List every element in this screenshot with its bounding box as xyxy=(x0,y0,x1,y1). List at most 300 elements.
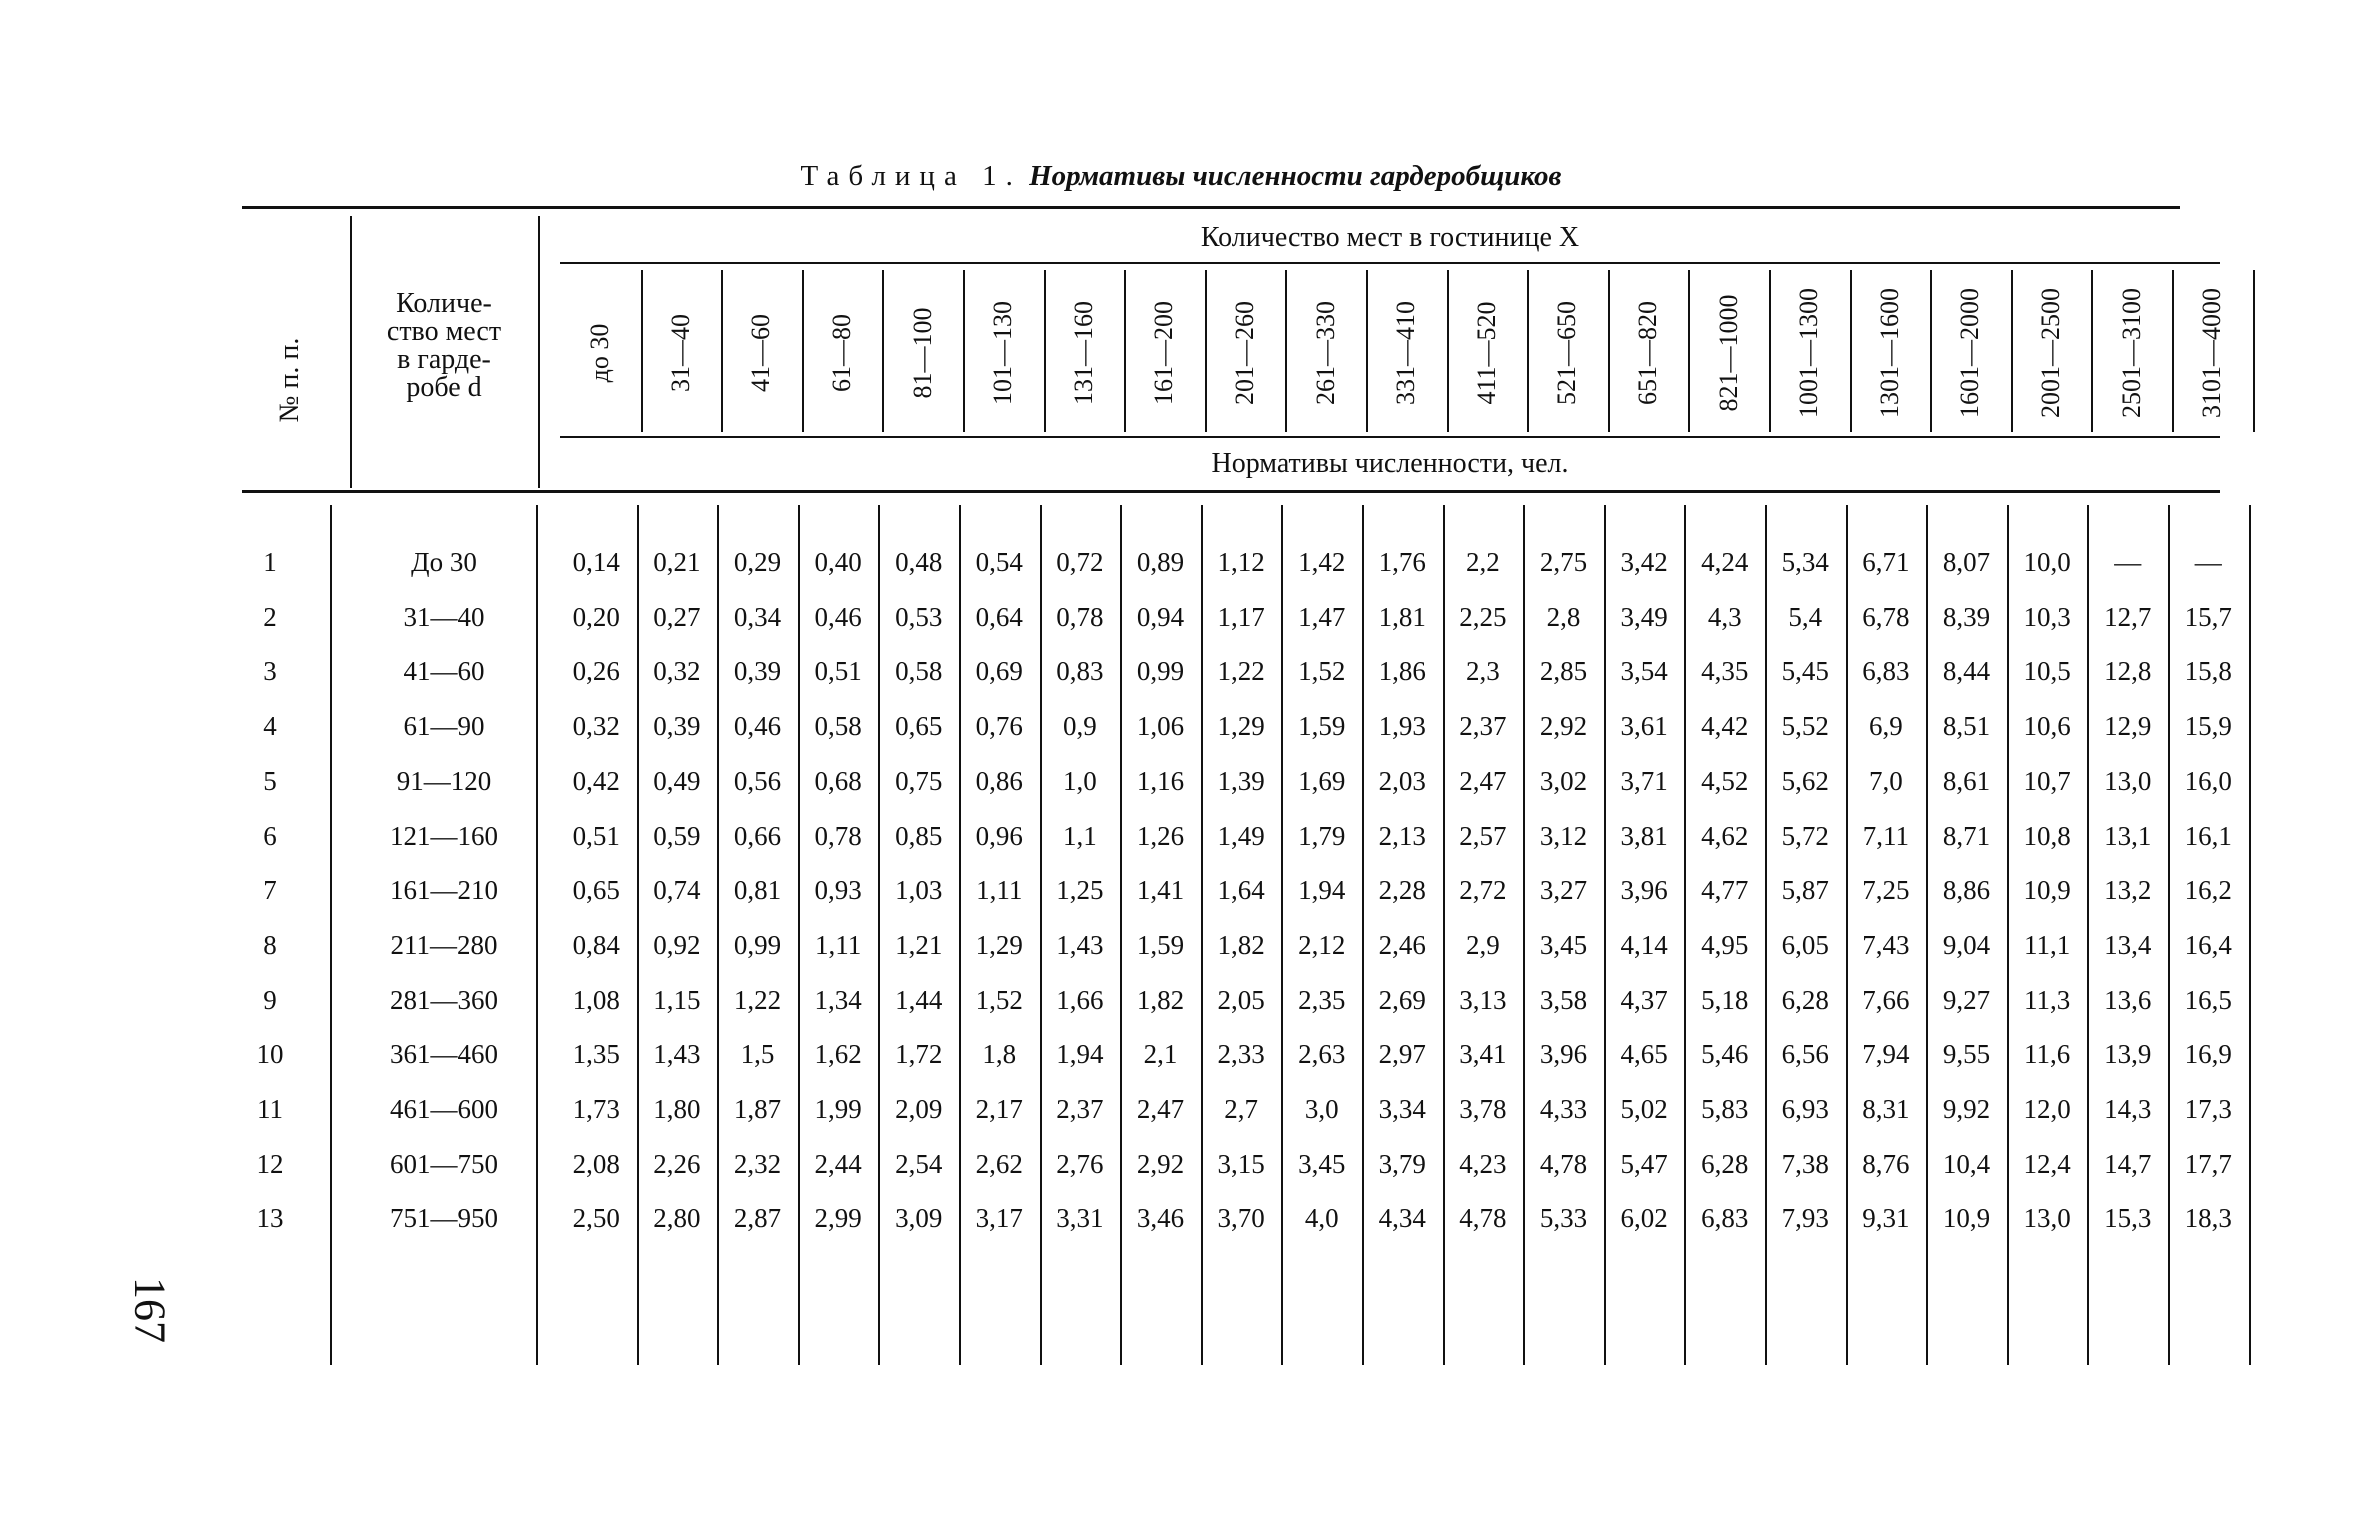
table-cell: 1,59 xyxy=(1136,929,1185,960)
row-wardrobe-capacity: 211—280 xyxy=(390,929,498,960)
table-cell: 4,78 xyxy=(1539,1148,1588,1179)
table-cell: 10,9 xyxy=(1942,1203,1991,1234)
table-cell: 15,8 xyxy=(2184,656,2232,687)
table-cell: 10,7 xyxy=(2023,765,2071,796)
column-header-label: 2001—2500 xyxy=(2036,288,2066,418)
table-cell: 5,83 xyxy=(1701,1094,1749,1124)
table-cell: 6,56 xyxy=(1781,1039,1829,1070)
table-cell: 4,65 xyxy=(1620,1039,1668,1070)
table-cell: 0,85 xyxy=(895,820,943,851)
table-cell: 1,12 xyxy=(1217,547,1265,577)
row-wardrobe-capacity: 361—460 xyxy=(390,1039,498,1070)
table-cell: 6,28 xyxy=(1701,1148,1749,1179)
table-cell: 7,0 xyxy=(1869,765,1903,796)
table-cell: 16,9 xyxy=(2184,1039,2232,1070)
table-cell: 5,47 xyxy=(1620,1148,1668,1179)
table-cell: 3,0 xyxy=(1304,1094,1339,1124)
table-cell: 5,72 xyxy=(1781,820,1829,851)
table-cell: 8,76 xyxy=(1862,1148,1910,1179)
table-cell: 9,55 xyxy=(1942,1039,1991,1070)
table-cell: 0,46 xyxy=(814,601,862,632)
table-cell: 5,62 xyxy=(1781,765,1829,796)
table-cell: 4,95 xyxy=(1701,929,1749,960)
table-cell: 1,11 xyxy=(814,929,862,960)
table-cell: 2,35 xyxy=(1298,984,1346,1015)
table-cell: 5,02 xyxy=(1620,1094,1668,1124)
table-cell: 0,39 xyxy=(733,656,782,687)
column-header xyxy=(1044,268,1125,438)
table-cell: 1,29 xyxy=(975,929,1023,960)
table-cell: 1,15 xyxy=(653,984,701,1015)
table-cell: 0,75 xyxy=(895,765,943,796)
table-cell: 4,78 xyxy=(1459,1203,1507,1234)
table-cell: 13,2 xyxy=(2104,875,2152,906)
row-wardrobe-capacity: 121—160 xyxy=(390,820,498,851)
table-cell: 3,12 xyxy=(1539,820,1588,851)
table-cell: 4,3 xyxy=(1707,601,1742,632)
column-header-label: 331—410 xyxy=(1391,301,1421,405)
table-cell: 4,33 xyxy=(1539,1094,1588,1124)
column-header-label: 821—1000 xyxy=(1713,294,1743,412)
table-cell: 2,72 xyxy=(1459,875,1507,906)
table-cell: 0,78 xyxy=(814,820,862,851)
table-cell: 0,34 xyxy=(733,601,782,632)
table-cell: 1,86 xyxy=(1378,656,1426,687)
table-cell: 9,92 xyxy=(1942,1094,1991,1124)
table-cell: 0,21 xyxy=(653,547,701,577)
table-cell: 0,51 xyxy=(814,656,862,687)
column-header xyxy=(1366,268,1447,438)
table-cell: 2,63 xyxy=(1298,1039,1346,1070)
row-number: 10 xyxy=(256,1039,284,1070)
table-cell: 0,40 xyxy=(814,547,862,577)
table-cell: 3,61 xyxy=(1620,711,1668,742)
row-number: 11 xyxy=(257,1094,283,1124)
column-header xyxy=(802,268,883,438)
table-cell: 4,34 xyxy=(1378,1203,1426,1234)
table-cell: 10,0 xyxy=(2023,547,2071,577)
table-cell: 2,85 xyxy=(1539,656,1588,687)
column-header-label: 411—520 xyxy=(1471,301,1501,405)
table-cell: 3,96 xyxy=(1539,1039,1588,1070)
column-header-label: 81—100 xyxy=(907,307,937,399)
table-title-text: Нормативы численности гардеробщиков xyxy=(1029,160,1562,192)
column-header-label: 201—260 xyxy=(1230,301,1260,405)
table-cell: 6,9 xyxy=(1869,711,1903,742)
table-cell: 16,4 xyxy=(2184,929,2232,960)
table-cell: 6,28 xyxy=(1781,984,1829,1015)
table-cell: 2,8 xyxy=(1546,601,1581,632)
table-cell: 1,73 xyxy=(572,1094,620,1124)
table-cell: 1,22 xyxy=(733,984,782,1015)
table-cell: 6,02 xyxy=(1620,1203,1668,1234)
table-cell: 0,96 xyxy=(975,820,1023,851)
table-cell: 4,14 xyxy=(1620,929,1668,960)
table-cell: 1,08 xyxy=(572,984,620,1015)
table-cell: 1,17 xyxy=(1217,601,1265,632)
table-cell: 3,78 xyxy=(1459,1094,1507,1124)
column-header xyxy=(1930,268,2011,438)
header-npp-text: № п. п. xyxy=(274,337,305,423)
table-cell: 1,16 xyxy=(1136,765,1185,796)
column-header xyxy=(1527,268,1608,438)
table-cell: 11,3 xyxy=(2023,984,2071,1015)
table-cell: 1,69 xyxy=(1298,765,1346,796)
table-cell: 8,61 xyxy=(1942,765,1991,796)
row-number: 1 xyxy=(263,547,277,577)
table-cell: 3,79 xyxy=(1378,1148,1426,1179)
table-cell: 1,21 xyxy=(895,929,943,960)
table-cell: 2,62 xyxy=(975,1148,1023,1179)
table-cell: 13,9 xyxy=(2104,1039,2152,1070)
table-cell: 7,38 xyxy=(1781,1148,1829,1179)
row-wardrobe-capacity: 91—120 xyxy=(396,765,492,796)
table-cell: 1,47 xyxy=(1298,601,1346,632)
column-header-label: 31—40 xyxy=(665,314,695,392)
row-number: 4 xyxy=(263,711,277,742)
table-cell: 0,68 xyxy=(814,765,862,796)
table-cell: 2,69 xyxy=(1378,984,1426,1015)
table-cell: 2,92 xyxy=(1136,1148,1185,1179)
table-cell: 5,52 xyxy=(1781,711,1829,742)
table-cell: 2,87 xyxy=(733,1203,782,1234)
table-cell: 4,24 xyxy=(1701,547,1749,577)
table-title xyxy=(0,160,2362,193)
table-cell: 0,84 xyxy=(572,929,620,960)
table-cell: 1,8 xyxy=(982,1039,1017,1070)
column-separator xyxy=(2253,270,2255,432)
table-cell: 1,1 xyxy=(1063,820,1097,851)
table-cell: 1,79 xyxy=(1298,820,1346,851)
row-number: 13 xyxy=(256,1203,284,1234)
table-cell: 2,1 xyxy=(1143,1039,1178,1070)
table-cell: 8,39 xyxy=(1942,601,1991,632)
table-cell: 1,11 xyxy=(976,875,1023,906)
table-cell: 1,59 xyxy=(1298,711,1346,742)
column-header-label: 2501—3100 xyxy=(2116,288,2146,418)
table-cell: 0,59 xyxy=(653,820,701,851)
column-header xyxy=(963,268,1044,438)
table-cell: 12,8 xyxy=(2104,656,2152,687)
column-header-label: 61—80 xyxy=(827,314,857,392)
table-cell: 1,44 xyxy=(895,984,943,1015)
header-d xyxy=(354,290,534,402)
table-cell: 15,7 xyxy=(2184,601,2232,632)
table-cell: 1,76 xyxy=(1378,547,1426,577)
table-cell: 0,53 xyxy=(895,601,943,632)
table-cell: 0,48 xyxy=(895,547,943,577)
table-cell: 12,0 xyxy=(2023,1094,2071,1124)
table-cell: 0,94 xyxy=(1136,601,1185,632)
table-cell: 0,81 xyxy=(733,875,782,906)
table-cell: 6,83 xyxy=(1701,1203,1749,1234)
table-cell: 7,25 xyxy=(1862,875,1910,906)
row-wardrobe-capacity: 281—360 xyxy=(390,984,498,1015)
table-cell: 4,52 xyxy=(1701,765,1749,796)
column-header-label: до 30 xyxy=(585,323,615,383)
table-cell: 2,54 xyxy=(895,1148,943,1179)
header-d-line: робе d xyxy=(406,372,482,403)
table-cell: 2,09 xyxy=(895,1094,943,1124)
table-cell: 3,31 xyxy=(1056,1203,1104,1234)
header-x: Количество мест в гостинице X xyxy=(1200,222,1580,253)
table-cell: 5,4 xyxy=(1788,601,1823,632)
table-cell: 0,72 xyxy=(1056,547,1104,577)
table-cell: 9,31 xyxy=(1862,1203,1910,1234)
table-cell: 2,3 xyxy=(1466,656,1500,687)
table-cell: 8,44 xyxy=(1942,656,1991,687)
table-cell: 16,5 xyxy=(2184,984,2232,1015)
table-cell: 1,64 xyxy=(1217,875,1265,906)
table-cell: 2,08 xyxy=(572,1148,620,1179)
table-cell: 2,37 xyxy=(1459,711,1507,742)
table-cell: 0,86 xyxy=(975,765,1023,796)
table-cell: 13,0 xyxy=(2104,765,2152,796)
table-cell: 2,44 xyxy=(814,1148,862,1179)
table-cell: 2,12 xyxy=(1298,929,1346,960)
table-cell: 0,69 xyxy=(975,656,1023,687)
table-cell: 3,09 xyxy=(895,1203,943,1234)
table-cell: 17,3 xyxy=(2184,1094,2232,1124)
header-d-line: Количе- xyxy=(396,288,492,319)
table-cell: 9,04 xyxy=(1942,929,1991,960)
table-cell: 2,75 xyxy=(1539,547,1588,577)
table-cell: 0,66 xyxy=(733,820,782,851)
table-cell: 3,02 xyxy=(1539,765,1588,796)
table-cell: 2,97 xyxy=(1378,1039,1426,1070)
row-number: 12 xyxy=(256,1148,284,1179)
table-cell: 1,42 xyxy=(1298,547,1346,577)
table-cell: 10,3 xyxy=(2023,601,2071,632)
table-cell: 2,76 xyxy=(1056,1148,1104,1179)
table-cell: 0,27 xyxy=(653,601,701,632)
table-cell: 7,11 xyxy=(1862,820,1910,851)
table-cell: 3,54 xyxy=(1620,656,1668,687)
table-cell: 3,17 xyxy=(975,1203,1023,1234)
table-cell: 12,7 xyxy=(2104,601,2152,632)
vline-d xyxy=(538,216,540,488)
row-number: 7 xyxy=(263,875,277,906)
header-d-line: в гарде- xyxy=(397,344,491,375)
table-cell: 1,26 xyxy=(1136,820,1185,851)
table-cell: 0,92 xyxy=(653,929,701,960)
table-cell: 0,93 xyxy=(814,875,862,906)
table-cell: 1,72 xyxy=(895,1039,943,1070)
table-cell: 0,58 xyxy=(814,711,862,742)
table-cell: 0,49 xyxy=(653,765,701,796)
table-cell: 0,65 xyxy=(895,711,943,742)
column-header xyxy=(2091,268,2172,438)
rule-header-bottom xyxy=(242,490,2220,493)
table-cell: 2,7 xyxy=(1224,1094,1258,1124)
table-cell: 0,64 xyxy=(975,601,1023,632)
header-norm: Нормативы численности, чел. xyxy=(1211,448,1569,479)
table-cell: 7,94 xyxy=(1862,1039,1910,1070)
table-cell: 3,15 xyxy=(1217,1148,1265,1179)
table-cell: 18,3 xyxy=(2184,1203,2232,1234)
table-cell: 3,45 xyxy=(1539,929,1588,960)
table-cell: 10,5 xyxy=(2023,656,2071,687)
table-cell: 4,37 xyxy=(1620,984,1668,1015)
row-number: 8 xyxy=(263,929,277,960)
table-cell: 0,83 xyxy=(1056,656,1104,687)
table-cell: 3,13 xyxy=(1459,984,1507,1015)
table-cell: 0,89 xyxy=(1136,547,1185,577)
table-cell: 12,9 xyxy=(2104,711,2152,742)
table-cell: 3,58 xyxy=(1539,984,1588,1015)
table-cell: 4,42 xyxy=(1701,711,1749,742)
vline-npp xyxy=(350,216,352,488)
table-cell: 6,78 xyxy=(1862,601,1910,632)
table-cell: 3,96 xyxy=(1620,875,1668,906)
table-cell: 1,25 xyxy=(1056,875,1104,906)
column-header-label: 521—650 xyxy=(1552,301,1582,405)
table-cell: 1,82 xyxy=(1217,929,1265,960)
table-cell: 1,52 xyxy=(975,984,1023,1015)
table-cell: 5,18 xyxy=(1701,984,1749,1015)
table-cell: 0,78 xyxy=(1056,601,1104,632)
table-cell: 6,71 xyxy=(1862,547,1910,577)
table-cell: 2,37 xyxy=(1056,1094,1104,1124)
table-cell: 3,34 xyxy=(1378,1094,1426,1124)
column-header xyxy=(721,268,802,438)
table-cell: 2,03 xyxy=(1378,765,1426,796)
table-cell: — xyxy=(2114,547,2142,577)
table-cell: 2,80 xyxy=(653,1203,701,1234)
table-cell: 2,05 xyxy=(1217,984,1265,1015)
table-cell: 1,0 xyxy=(1063,765,1097,796)
body-column-line xyxy=(2249,505,2251,1365)
table-cell: 10,4 xyxy=(1942,1148,1991,1179)
row-wardrobe-capacity: 461—600 xyxy=(390,1094,498,1124)
table-cell: 1,03 xyxy=(895,875,943,906)
table-cell: 4,0 xyxy=(1304,1203,1339,1234)
table-cell: 1,99 xyxy=(814,1094,862,1124)
table-cell: 3,71 xyxy=(1620,765,1668,796)
table-cell: 13,0 xyxy=(2023,1203,2071,1234)
table-cell: 2,57 xyxy=(1459,820,1507,851)
table-cell: 2,47 xyxy=(1459,765,1507,796)
rule-under-x xyxy=(560,262,2220,264)
table-cell: 7,66 xyxy=(1862,984,1910,1015)
table-cell: 15,3 xyxy=(2104,1203,2152,1234)
table-cell: 0,99 xyxy=(1136,656,1185,687)
table-cell: 3,49 xyxy=(1620,601,1668,632)
table-cell: 1,5 xyxy=(740,1039,775,1070)
table-cell: 0,58 xyxy=(895,656,943,687)
table-cell: 2,26 xyxy=(653,1148,701,1179)
column-header xyxy=(882,268,963,438)
table-cell: 2,47 xyxy=(1136,1094,1185,1124)
column-header-label: 1301—1600 xyxy=(1874,288,1904,418)
table-cell: 13,1 xyxy=(2104,820,2152,851)
table-cell: 2,92 xyxy=(1539,711,1588,742)
table-cell: 2,46 xyxy=(1378,929,1426,960)
table-cell: 2,25 xyxy=(1459,601,1507,632)
rule-top xyxy=(242,206,2180,209)
row-number: 5 xyxy=(263,765,277,796)
table-cell: 8,51 xyxy=(1942,711,1991,742)
column-header xyxy=(1608,268,1689,438)
table-cell: 8,07 xyxy=(1942,547,1991,577)
table-cell: 0,9 xyxy=(1063,711,1097,742)
table-title-lead: Таблица 1. xyxy=(800,160,1022,192)
column-header xyxy=(1205,268,1286,438)
table-cell: 0,42 xyxy=(572,765,620,796)
table-cell: 0,32 xyxy=(572,711,620,742)
table-cell: 1,94 xyxy=(1298,875,1346,906)
table-cell: 14,3 xyxy=(2104,1094,2152,1124)
table-cell: 2,9 xyxy=(1466,929,1500,960)
table-cell: 13,6 xyxy=(2104,984,2152,1015)
row-number: 3 xyxy=(263,656,277,687)
column-header-label: 131—160 xyxy=(1068,301,1098,405)
table-cell: 0,29 xyxy=(733,547,782,577)
table-cell: 1,34 xyxy=(814,984,862,1015)
column-header xyxy=(1769,268,1850,438)
table-cell: 8,31 xyxy=(1862,1094,1910,1124)
table-cell: 16,1 xyxy=(2184,820,2232,851)
row-number: 9 xyxy=(263,984,277,1015)
table-cell: 1,43 xyxy=(1056,929,1104,960)
column-header-label: 3101—4000 xyxy=(2197,288,2227,418)
table-cell: 1,52 xyxy=(1298,656,1346,687)
table-cell: 7,93 xyxy=(1781,1203,1829,1234)
table-cell: 3,81 xyxy=(1620,820,1668,851)
row-wardrobe-capacity: 61—90 xyxy=(403,711,485,742)
table-cell: 1,06 xyxy=(1136,711,1185,742)
column-header xyxy=(2011,268,2092,438)
column-header xyxy=(1688,268,1769,438)
table-cell: 11,6 xyxy=(2023,1039,2071,1070)
table-cell: 2,50 xyxy=(572,1203,620,1234)
table-cell: 4,23 xyxy=(1459,1148,1507,1179)
table-cell: 0,46 xyxy=(733,711,782,742)
column-header xyxy=(1447,268,1528,438)
table-cell: 2,32 xyxy=(733,1148,782,1179)
table-cell: 7,43 xyxy=(1862,929,1910,960)
row-wardrobe-capacity: 161—210 xyxy=(390,875,498,906)
table-cell: 1,94 xyxy=(1056,1039,1104,1070)
table-cell: 5,87 xyxy=(1781,875,1829,906)
table-cell: 2,13 xyxy=(1378,820,1426,851)
column-header xyxy=(1285,268,1366,438)
table-cell: 4,77 xyxy=(1701,875,1749,906)
table-cell: 5,46 xyxy=(1701,1039,1749,1070)
table-cell: 6,83 xyxy=(1862,656,1910,687)
table-cell: 2,99 xyxy=(814,1203,862,1234)
body-column-line xyxy=(330,505,332,1365)
table-cell: 6,93 xyxy=(1781,1094,1829,1124)
table-cell: 5,33 xyxy=(1539,1203,1588,1234)
table-cell: 1,62 xyxy=(814,1039,862,1070)
table-cell: 10,8 xyxy=(2023,820,2071,851)
table-cell: 1,80 xyxy=(653,1094,701,1124)
column-header xyxy=(1124,268,1205,438)
table-cell: 0,39 xyxy=(653,711,701,742)
table-cell: 14,7 xyxy=(2104,1148,2152,1179)
row-number: 6 xyxy=(263,820,277,851)
body-column-line xyxy=(536,505,538,1365)
table-cell: 1,87 xyxy=(733,1094,782,1124)
table-cell: 0,56 xyxy=(733,765,782,796)
column-header-label: 261—330 xyxy=(1310,301,1340,405)
table-cell: — xyxy=(2194,547,2222,577)
page-number-text: 167 xyxy=(125,1277,175,1343)
table-cell: 11,1 xyxy=(2023,929,2071,960)
table-cell: 9,27 xyxy=(1942,984,1991,1015)
column-header xyxy=(2172,268,2253,438)
